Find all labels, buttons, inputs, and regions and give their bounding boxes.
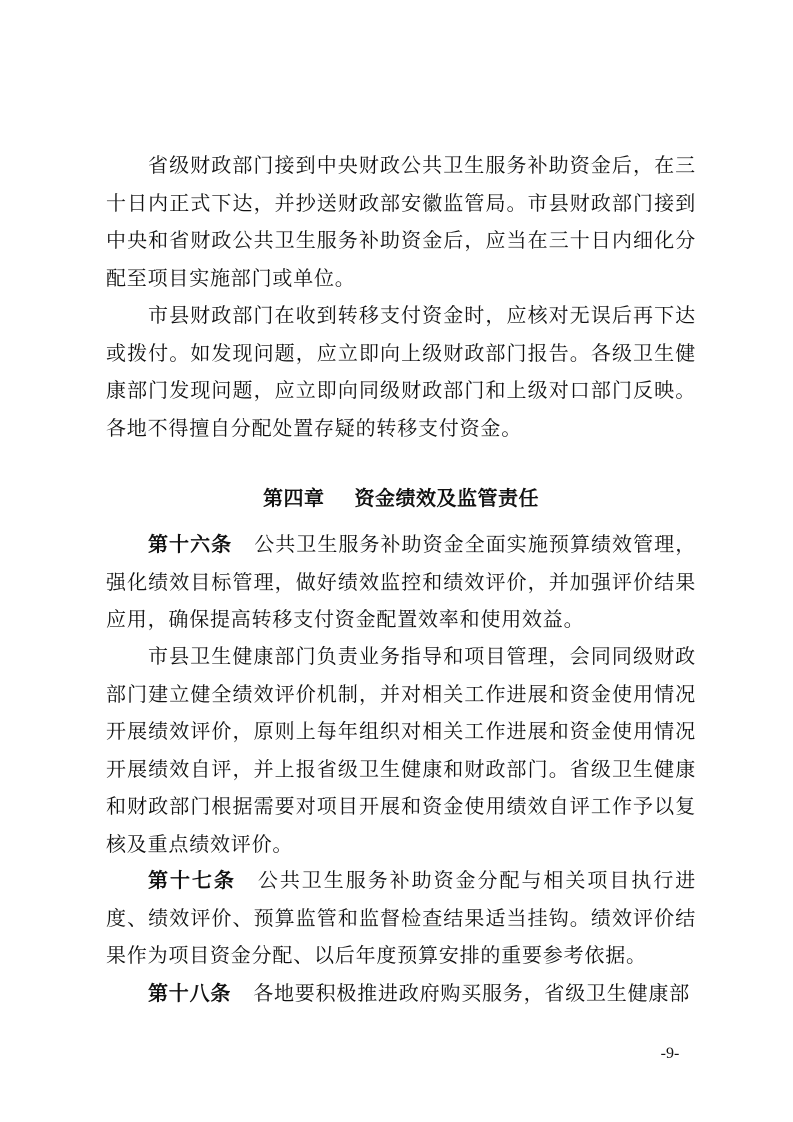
paragraph-fund-distribution: 省级财政部门接到中央财政公共卫生服务补助资金后，在三十日内正式下达，并抄送财政部安徽监管局。市县财政部门接到中央和省财政公共卫生服务补助资金后，应当在三十日内细化分配至项目实施部门或单位。 (106, 153, 696, 290)
article-17-paragraph (106, 862, 696, 975)
chapter-number: 第四章 (263, 486, 325, 510)
page-number: -9- (660, 1045, 680, 1062)
article-17-text: 公共卫生服务补助资金分配与相关项目执行进度、绩效评价、预算监管和监督检查结果适当挂钩。绩效评价结果作为项目资金分配、以后年度预算安排的重要参考依据。 (106, 868, 697, 967)
article-16-second-paragraph: 市县卫生健康部门负责业务指导和项目管理，会同同级财政部门建立健全绩效评价机制，并对相关工作进展和资金使用情况开展绩效评价，原则上每年组织对相关工作进展和资金使用情况开展绩效自评，并上报省级卫生健康和财政部门。省级卫生健康和财政部门根据需要对项目开展和资金使用绩效自评工作予以复核及重点绩效评价。 (106, 644, 696, 856)
article-16-paragraph (106, 526, 696, 639)
chapter-title: 资金绩效及监管责任 (354, 486, 539, 510)
article-18-text: 各地要积极推进政府购买服务，省级卫生健康部 (253, 981, 691, 1005)
chapter-heading (106, 480, 696, 518)
paragraph-fund-verification: 市县财政部门在收到转移支付资金时，应核对无误后再下达或拨付。如发现问题，应立即向上级财政部门报告。各级卫生健康部门发现问题，应立即向同级财政部门和上级对口部门反映。各地不得擅自分配处置存疑的转移支付资金。 (106, 303, 696, 440)
article-18-paragraph (106, 975, 696, 1013)
article-18-label: 第十八条 (148, 981, 232, 1005)
article-16-label: 第十六条 (148, 532, 233, 556)
article-16-text: 公共卫生服务补助资金全面实施预算绩效管理，强化绩效目标管理，做好绩效监控和绩效评价，并加强评价结果应用，确保提高转移支付资金配置效率和使用效益。 (106, 532, 696, 631)
article-17-label: 第十七条 (148, 868, 236, 892)
